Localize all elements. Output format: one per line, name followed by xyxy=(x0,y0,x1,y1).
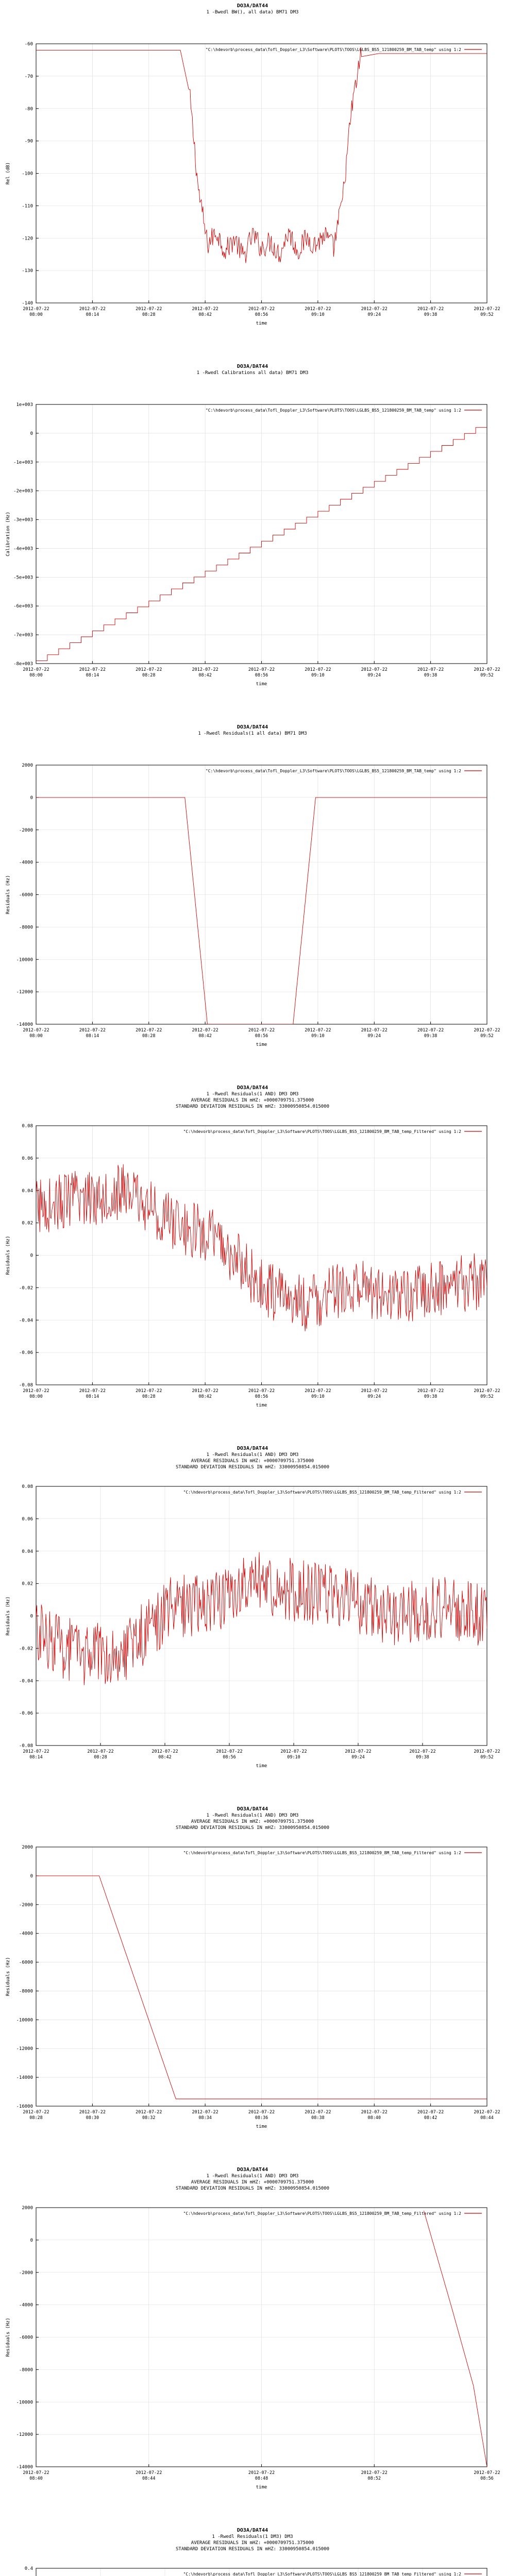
chart-panel xyxy=(0,2164,505,2524)
x-axis-label: time xyxy=(256,2124,267,2129)
chart-subtitle: AVERAGE RESIDUALS IN mHZ: +0000709751.375000 xyxy=(191,1098,314,1103)
x-tick-label: 08:56 xyxy=(480,2476,494,2481)
x-tick-label: 2012-07-22 xyxy=(192,1028,218,1033)
y-axis-label: Residuals (Hz) xyxy=(6,1957,11,1996)
x-tick-label: 08:28 xyxy=(142,1033,156,1039)
x-tick-label: 2012-07-22 xyxy=(79,2110,106,2115)
legend-label: "C:\hdevorb\process_data\Tofl_Doppler_L3\Software\PLOTS\TOOS\LGLBS_BS5_121800259_BM_TAB_temp_Filtered" using 1:2 xyxy=(183,2572,461,2576)
y-tick-label: -8000 xyxy=(19,2367,33,2373)
x-tick-label: 2012-07-22 xyxy=(474,1749,500,1754)
x-tick-label: 2012-07-22 xyxy=(192,2110,218,2115)
x-tick-label: 09:52 xyxy=(480,1394,494,1399)
legend-label: "C:\hdevorb\process_data\Tofl_Doppler_L3\Software\PLOTS\TOOS\LGLBS_BS5_121800259_BM_TAB_temp_Filtered" using 1:2 xyxy=(183,2211,461,2216)
x-tick-label: 08:00 xyxy=(29,1033,43,1039)
y-tick-label: -4000 xyxy=(19,1931,33,1937)
x-tick-label: 2012-07-22 xyxy=(361,2110,388,2115)
x-tick-label: 08:14 xyxy=(86,673,99,678)
x-tick-label: 08:42 xyxy=(424,2115,437,2121)
y-tick-label: -5e+003 xyxy=(13,575,33,581)
y-tick-label: 0.04 xyxy=(22,1549,33,1554)
chart-subtitle: STANDARD DEVIATION RESIDUALS IN mHZ: 33000950854.015000 xyxy=(175,1825,330,1831)
x-tick-label: 08:40 xyxy=(29,2476,43,2481)
y-tick-label: 1e+003 xyxy=(16,402,33,408)
x-tick-label: 2012-07-22 xyxy=(248,667,275,672)
legend-label: "C:\hdevorb\process_data\Tofl_Doppler_L3\Software\PLOTS\TOOS\LGLBS_BS5_121800259_BM_TAB_temp" using 1:2 xyxy=(205,47,461,52)
y-tick-label: 0.06 xyxy=(22,1156,33,1161)
y-tick-label: -2000 xyxy=(19,1902,33,1908)
x-tick-label: 2012-07-22 xyxy=(23,2470,49,2476)
x-tick-label: 09:10 xyxy=(311,312,325,317)
chart-subtitle: STANDARD DEVIATION RESIDUALS IN mHZ: 33000950854.015000 xyxy=(175,2547,330,2552)
y-tick-label: -8e+003 xyxy=(13,662,33,667)
y-tick-label: -14000 xyxy=(16,1022,33,1027)
x-axis-label: time xyxy=(256,1042,267,1047)
x-tick-label: 2012-07-22 xyxy=(248,1028,275,1033)
chart-title: DO3A/DAT44 xyxy=(237,1085,268,1091)
y-tick-label: 0.4 xyxy=(24,2566,33,2571)
y-tick-label: -10000 xyxy=(16,2018,33,2023)
x-tick-label: 09:24 xyxy=(367,312,381,317)
y-tick-label: 0 xyxy=(30,2238,33,2243)
x-tick-label: 08:36 xyxy=(255,2115,268,2121)
y-tick-label: 0 xyxy=(30,431,33,436)
chart-panel xyxy=(0,1082,505,1443)
chart-subtitle: 1 -Rwedl Residuals(1 AND) DM3 DM3 xyxy=(206,1813,299,1818)
y-tick-label: -4e+003 xyxy=(13,546,33,552)
x-tick-label: 2012-07-22 xyxy=(79,1028,106,1033)
y-axis-label: Residuals (Hz) xyxy=(6,875,11,914)
x-tick-label: 09:38 xyxy=(424,1033,437,1039)
x-tick-label: 2012-07-22 xyxy=(305,307,331,312)
x-tick-label: 2012-07-22 xyxy=(474,307,500,312)
x-tick-label: 08:14 xyxy=(86,1394,99,1399)
x-tick-label: 09:24 xyxy=(367,673,381,678)
y-tick-label: -2000 xyxy=(19,2270,33,2276)
x-tick-label: 2012-07-22 xyxy=(305,2110,331,2115)
x-tick-label: 2012-07-22 xyxy=(23,667,49,672)
y-tick-label: -6000 xyxy=(19,2335,33,2341)
x-tick-label: 08:34 xyxy=(198,2115,212,2121)
chart-svg xyxy=(0,1082,505,1443)
x-tick-label: 09:38 xyxy=(424,312,437,317)
x-tick-label: 2012-07-22 xyxy=(192,307,218,312)
series-line xyxy=(36,1552,487,1685)
x-tick-label: 08:28 xyxy=(142,1394,156,1399)
y-tick-label: -8000 xyxy=(19,925,33,930)
x-tick-label: 2012-07-22 xyxy=(361,667,388,672)
y-tick-label: -6000 xyxy=(19,892,33,898)
y-tick-label: 0 xyxy=(30,795,33,801)
y-tick-label: -60 xyxy=(24,42,33,47)
legend-label: "C:\hdevorb\process_data\Tofl_Doppler_L3\Software\PLOTS\TOOS\LGLBS_BS5_121800259_BM_TAB_temp_Filtered" using 1:2 xyxy=(183,1490,461,1495)
legend-label: "C:\hdevorb\process_data\Tofl_Doppler_L3\Software\PLOTS\TOOS\LGLBS_BS5_121800259_BM_TAB_temp_Filtered" using 1:2 xyxy=(183,1851,461,1855)
chart-svg xyxy=(0,1443,505,1803)
x-axis-label: time xyxy=(256,1764,267,1769)
y-tick-label: -130 xyxy=(22,268,33,274)
y-axis-label: Calibration (Hz) xyxy=(6,512,11,556)
chart-subtitle: AVERAGE RESIDUALS IN mHZ: +0000709751.375000 xyxy=(191,1819,314,1824)
x-tick-label: 08:40 xyxy=(367,2115,381,2121)
x-tick-label: 2012-07-22 xyxy=(305,667,331,672)
chart-panel xyxy=(0,0,505,361)
y-tick-label: -2e+003 xyxy=(13,488,33,494)
x-tick-label: 08:56 xyxy=(255,1033,268,1039)
chart-title: DO3A/DAT44 xyxy=(237,364,268,369)
chart-panel xyxy=(0,721,505,1082)
x-tick-label: 09:52 xyxy=(480,1033,494,1039)
x-tick-label: 08:00 xyxy=(29,673,43,678)
x-tick-label: 2012-07-22 xyxy=(23,307,49,312)
y-tick-label: -90 xyxy=(24,139,33,144)
legend-label: "C:\hdevorb\process_data\Tofl_Doppler_L3\Software\PLOTS\TOOS\LGLBS_BS5_121800259_BM_TAB_temp" using 1:2 xyxy=(205,408,461,413)
y-tick-label: 2000 xyxy=(22,1845,33,1850)
x-tick-label: 2012-07-22 xyxy=(474,1028,500,1033)
x-tick-label: 2012-07-22 xyxy=(216,1749,243,1754)
y-tick-label: -0.06 xyxy=(19,1711,33,1717)
x-tick-label: 09:52 xyxy=(480,312,494,317)
y-tick-label: -14000 xyxy=(16,2075,33,2081)
x-tick-label: 09:10 xyxy=(311,673,325,678)
x-tick-label: 2012-07-22 xyxy=(345,1749,372,1754)
x-tick-label: 2012-07-22 xyxy=(280,1749,307,1754)
x-tick-label: 2012-07-22 xyxy=(79,1388,106,1394)
x-tick-label: 2012-07-22 xyxy=(305,1388,331,1394)
x-tick-label: 08:56 xyxy=(255,312,268,317)
legend-label: "C:\hdevorb\process_data\Tofl_Doppler_L3\Software\PLOTS\TOOS\LGLBS_BS5_121800259_BM_TAB_temp" using 1:2 xyxy=(205,769,461,773)
y-tick-label: 0 xyxy=(30,1873,33,1879)
y-tick-label: 0.04 xyxy=(22,1188,33,1194)
x-tick-label: 09:38 xyxy=(424,673,437,678)
y-tick-label: 0.08 xyxy=(22,1124,33,1129)
chart-subtitle: STANDARD DEVIATION RESIDUALS IN mHZ: 33000950854.015000 xyxy=(175,1104,330,1109)
x-tick-label: 2012-07-22 xyxy=(23,1388,49,1394)
y-tick-label: 0.06 xyxy=(22,1516,33,1522)
y-tick-label: -0.06 xyxy=(19,1350,33,1356)
chart-title: DO3A/DAT44 xyxy=(237,2167,268,2173)
chart-svg xyxy=(0,721,505,1082)
x-tick-label: 08:52 xyxy=(367,2476,381,2481)
x-tick-label: 08:14 xyxy=(29,1755,43,1760)
x-tick-label: 2012-07-22 xyxy=(136,1388,162,1394)
x-tick-label: 2012-07-22 xyxy=(152,1749,178,1754)
x-tick-label: 2012-07-22 xyxy=(248,1388,275,1394)
chart-title: DO3A/DAT44 xyxy=(237,3,268,9)
x-tick-label: 08:56 xyxy=(255,673,268,678)
x-tick-label: 2012-07-22 xyxy=(474,2470,500,2476)
x-tick-label: 2012-07-22 xyxy=(361,1388,388,1394)
x-axis-label: time xyxy=(256,1403,267,1408)
x-tick-label: 2012-07-22 xyxy=(87,1749,114,1754)
chart-subtitle: 1 -Rwedl Residuals(1 AND) DM3 DM3 xyxy=(206,2174,299,2179)
y-tick-label: 0.08 xyxy=(22,1484,33,1489)
y-tick-label: -0.02 xyxy=(19,1646,33,1652)
x-tick-label: 08:42 xyxy=(198,1033,212,1039)
x-tick-label: 08:28 xyxy=(142,673,156,678)
chart-panel xyxy=(0,2524,505,2576)
chart-subtitle: STANDARD DEVIATION RESIDUALS IN mHZ: 33000950854.015000 xyxy=(175,2186,330,2191)
chart-subtitle: AVERAGE RESIDUALS IN mHZ: +0000709751.375000 xyxy=(191,1459,314,1464)
chart-subtitle: 1 -Rwedl Calibrations all data) BM71 DM3 xyxy=(196,370,309,376)
x-tick-label: 2012-07-22 xyxy=(79,307,106,312)
y-tick-label: -14000 xyxy=(16,2465,33,2470)
legend-label: "C:\hdevorb\process_data\Tofl_Doppler_L3\Software\PLOTS\TOOS\LGLBS_BS5_121800259_BM_TAB_temp_Filtered" using 1:2 xyxy=(183,1129,461,1134)
x-tick-label: 08:28 xyxy=(142,312,156,317)
chart-title: DO3A/DAT44 xyxy=(237,1446,268,1451)
x-tick-label: 2012-07-22 xyxy=(474,667,500,672)
x-tick-label: 09:10 xyxy=(287,1755,300,1760)
x-tick-label: 09:10 xyxy=(311,1394,325,1399)
x-tick-label: 09:10 xyxy=(311,1033,325,1039)
y-tick-label: -110 xyxy=(22,204,33,209)
y-tick-label: -12000 xyxy=(16,2432,33,2438)
y-tick-label: -8000 xyxy=(19,1989,33,1994)
x-tick-label: 2012-07-22 xyxy=(79,667,106,672)
x-tick-label: 2012-07-22 xyxy=(136,667,162,672)
x-tick-label: 09:24 xyxy=(367,1394,381,1399)
x-tick-label: 2012-07-22 xyxy=(361,2470,388,2476)
x-tick-label: 08:42 xyxy=(198,1394,212,1399)
x-tick-label: 08:28 xyxy=(94,1755,107,1760)
y-tick-label: -6e+003 xyxy=(13,604,33,609)
y-tick-label: -80 xyxy=(24,106,33,112)
x-tick-label: 2012-07-22 xyxy=(23,1028,49,1033)
y-tick-label: -70 xyxy=(24,74,33,79)
x-tick-label: 2012-07-22 xyxy=(305,1028,331,1033)
x-tick-label: 08:32 xyxy=(142,2115,156,2121)
y-tick-label: 2000 xyxy=(22,763,33,768)
y-tick-label: -4000 xyxy=(19,2302,33,2308)
chart-title: DO3A/DAT44 xyxy=(237,724,268,730)
y-tick-label: 2000 xyxy=(22,2206,33,2211)
x-tick-label: 08:42 xyxy=(158,1755,172,1760)
y-tick-label: -0.08 xyxy=(19,1383,33,1388)
x-tick-label: 2012-07-22 xyxy=(248,2110,275,2115)
x-tick-label: 09:52 xyxy=(480,1755,494,1760)
chart-panel xyxy=(0,361,505,721)
chart-subtitle: 1 -Rwedl Residuals(1 AND) DM3 DM3 xyxy=(206,1452,299,1458)
x-tick-label: 08:44 xyxy=(480,2115,494,2121)
x-axis-label: time xyxy=(256,321,267,326)
x-tick-label: 2012-07-22 xyxy=(136,307,162,312)
y-axis-label: Residuals (Hz) xyxy=(6,2317,11,2357)
x-tick-label: 2012-07-22 xyxy=(248,307,275,312)
x-tick-label: 2012-07-22 xyxy=(417,667,444,672)
x-tick-label: 08:38 xyxy=(311,2115,325,2121)
x-tick-label: 09:38 xyxy=(424,1394,437,1399)
chart-svg xyxy=(0,0,505,361)
x-tick-label: 09:52 xyxy=(480,673,494,678)
y-tick-label: -0.04 xyxy=(19,1679,33,1684)
y-tick-label: -7e+003 xyxy=(13,633,33,638)
y-tick-label: -0.04 xyxy=(19,1318,33,1324)
x-tick-label: 08:14 xyxy=(86,1033,99,1039)
y-tick-label: -2000 xyxy=(19,827,33,833)
y-tick-label: 0 xyxy=(30,1614,33,1619)
chart-subtitle: STANDARD DEVIATION RESIDUALS IN mHZ: 33000950854.015000 xyxy=(175,1465,330,1470)
y-axis-label: Residuals (Hz) xyxy=(6,1596,11,1636)
y-tick-label: 0 xyxy=(30,1253,33,1259)
y-tick-label: -1e+003 xyxy=(13,460,33,465)
chart-svg xyxy=(0,1803,505,2164)
x-tick-label: 2012-07-22 xyxy=(417,2110,444,2115)
y-tick-label: -6000 xyxy=(19,1960,33,1965)
y-tick-label: 0.02 xyxy=(22,1221,33,1226)
y-tick-label: -16000 xyxy=(16,2104,33,2109)
x-tick-label: 2012-07-22 xyxy=(474,1388,500,1394)
x-tick-label: 09:38 xyxy=(416,1755,429,1760)
x-tick-label: 2012-07-22 xyxy=(23,1749,49,1754)
chart-title: DO3A/DAT44 xyxy=(237,2528,268,2533)
x-tick-label: 08:30 xyxy=(86,2115,99,2121)
chart-subtitle: 1 -Bwedl BW(), all data) BM71 DM3 xyxy=(206,10,299,15)
x-tick-label: 2012-07-22 xyxy=(192,1388,218,1394)
chart-panel xyxy=(0,1803,505,2164)
chart-subtitle: 1 -Rwedl Residuals(1 all data) BM71 DM3 xyxy=(198,731,307,736)
x-tick-label: 2012-07-22 xyxy=(361,1028,388,1033)
series-line xyxy=(424,2211,487,2467)
y-tick-label: -3e+003 xyxy=(13,517,33,523)
y-tick-label: -10000 xyxy=(16,2400,33,2405)
x-tick-label: 2012-07-22 xyxy=(136,1028,162,1033)
x-axis-label: time xyxy=(256,2485,267,2490)
y-tick-label: -10000 xyxy=(16,957,33,963)
x-tick-label: 2012-07-22 xyxy=(409,1749,436,1754)
y-tick-label: -4000 xyxy=(19,860,33,866)
y-axis-label: Residuals (Hz) xyxy=(6,1235,11,1275)
x-tick-label: 08:56 xyxy=(223,1755,236,1760)
x-tick-label: 2012-07-22 xyxy=(417,1388,444,1394)
y-tick-label: -12000 xyxy=(16,990,33,995)
x-tick-label: 08:28 xyxy=(29,2115,43,2121)
x-tick-label: 2012-07-22 xyxy=(417,1028,444,1033)
x-tick-label: 08:42 xyxy=(198,673,212,678)
chart-subtitle: AVERAGE RESIDUALS IN mHZ: +0000709751.375000 xyxy=(191,2540,314,2546)
x-tick-label: 2012-07-22 xyxy=(23,2110,49,2115)
chart-title: DO3A/DAT44 xyxy=(237,1806,268,1812)
x-axis-label: time xyxy=(256,682,267,687)
x-tick-label: 08:56 xyxy=(255,1394,268,1399)
y-tick-label: -0.08 xyxy=(19,1743,33,1749)
x-tick-label: 08:48 xyxy=(255,2476,268,2481)
x-tick-label: 2012-07-22 xyxy=(417,307,444,312)
chart-subtitle: 1 -Rwedl Residuals(1 AND) DM3 DM3 xyxy=(206,1092,299,1097)
x-tick-label: 2012-07-22 xyxy=(136,2470,162,2476)
y-tick-label: -0.02 xyxy=(19,1285,33,1291)
x-tick-label: 09:24 xyxy=(351,1755,365,1760)
chart-svg xyxy=(0,2164,505,2524)
x-tick-label: 2012-07-22 xyxy=(248,2470,275,2476)
x-tick-label: 09:24 xyxy=(367,1033,381,1039)
y-tick-label: -100 xyxy=(22,171,33,177)
x-tick-label: 08:42 xyxy=(198,312,212,317)
y-tick-label: 0.02 xyxy=(22,1581,33,1587)
y-axis-label: Rel (dB) xyxy=(6,162,11,185)
x-tick-label: 2012-07-22 xyxy=(192,667,218,672)
x-tick-label: 08:00 xyxy=(29,312,43,317)
chart-panel xyxy=(0,1443,505,1803)
x-tick-label: 2012-07-22 xyxy=(136,2110,162,2115)
y-tick-label: -120 xyxy=(22,236,33,242)
chart-svg xyxy=(0,361,505,721)
x-tick-label: 2012-07-22 xyxy=(474,2110,500,2115)
chart-subtitle: AVERAGE RESIDUALS IN mHZ: +0000709751.375000 xyxy=(191,2180,314,2185)
x-tick-label: 08:14 xyxy=(86,312,99,317)
x-tick-label: 2012-07-22 xyxy=(361,307,388,312)
x-tick-label: 08:44 xyxy=(142,2476,156,2481)
x-tick-label: 08:00 xyxy=(29,1394,43,1399)
y-tick-label: -12000 xyxy=(16,2046,33,2052)
chart-svg xyxy=(0,2524,505,2576)
chart-subtitle: 1 -Rwedl Residuals(1 DM3) DM3 xyxy=(212,2534,293,2539)
y-tick-label: -140 xyxy=(22,301,33,306)
